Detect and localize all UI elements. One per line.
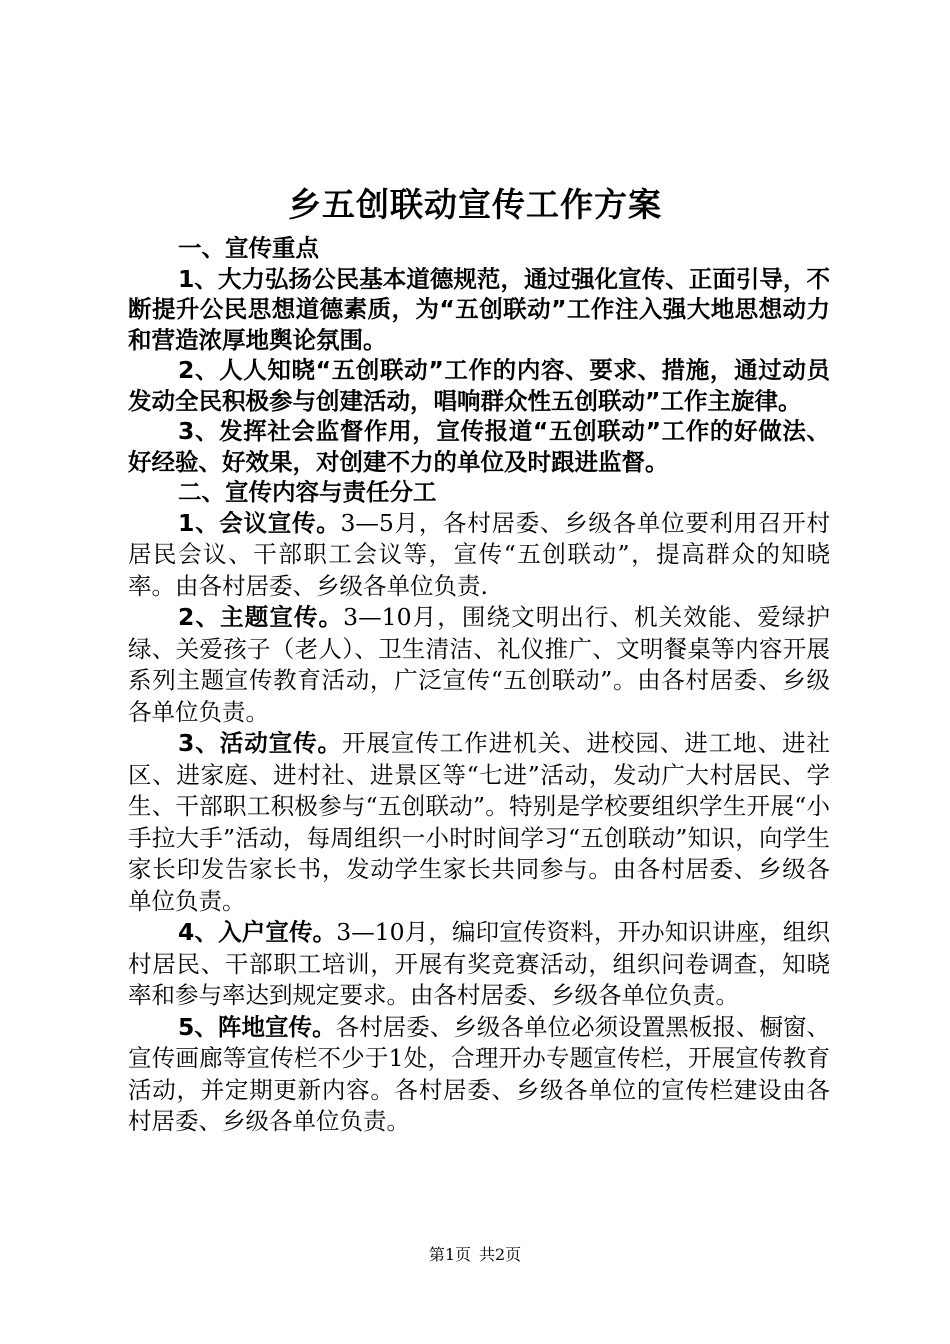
duty-item-5 bbox=[128, 1012, 830, 1138]
section-heading-key-points: 一、宣传重点 bbox=[178, 234, 319, 262]
page-footer bbox=[0, 1244, 950, 1266]
duty-item-2 bbox=[128, 602, 830, 728]
duty-item-4-lead: 4、入户宣传。 bbox=[178, 918, 337, 946]
duty-item-2-lead: 2、主题宣传。 bbox=[178, 603, 344, 631]
duty-item-3-lead: 3、活动宣传。 bbox=[178, 729, 342, 757]
duty-item-5-text: 各村居委、乡级各单位必须设置黑板报、橱窗、宣传画廊等宣传栏不少于1处，合理开办专题宣传栏，开展宣传教育活动，并定期更新内容。各村居委、乡级各单位的宣传栏建设由各村居委、乡级各单位负责。 bbox=[128, 1012, 831, 1135]
document-title: 乡五创联动宣传工作方案 bbox=[288, 185, 662, 224]
key-point-2: 2、人人知晓“五创联动”工作的内容、要求、措施，通过动员发动全民积极参与创建活动，唱响群众性五创联动”工作主旋律。 bbox=[128, 356, 830, 415]
key-point-1: 1、大力弘扬公民基本道德规范，通过强化宣传、正面引导，不断提升公民思想道德素质，为“五创联动”工作注入强大地思想动力和营造浓厚地舆论氛围。 bbox=[128, 264, 830, 354]
page-number-total: 共2页 bbox=[479, 1245, 522, 1264]
duty-item-4-text: 3—10月，编印宣传资料，开办知识讲座，组织村居民、干部职工培训，开展有奖竞赛活动，组织问卷调查，知晓率和参与率达到规定要求。由各村居委、乡级各单位负责。 bbox=[128, 918, 830, 1009]
duty-item-3-text: 开展宣传工作进机关、进校园、进工地、进社区、进家庭、进村社、进景区等“七进”活动，发动广大村居民、学生、干部职工积极参与“五创联动”。特别是学校要组织学生开展“小手拉大手”活动，每周组织一小时时间学习“五创联动”知识，向学生家长印发告家长书，发动学生家长共同参与。由各村居委、乡级各单位负责。 bbox=[128, 729, 831, 915]
duty-item-5-lead: 5、阵地宣传。 bbox=[178, 1012, 336, 1041]
duty-item-3 bbox=[128, 728, 830, 917]
duty-item-1-lead: 1、会议宣传。 bbox=[178, 508, 341, 537]
page-number-current: 第1页 bbox=[428, 1245, 471, 1264]
duty-item-4 bbox=[128, 917, 830, 1012]
document-body bbox=[128, 233, 830, 1138]
duty-item-1 bbox=[128, 508, 830, 603]
duty-item-2-text: 3—10月，围绕文明出行、机关效能、爱绿护绿、关爱孩子（老人）、卫生清洁、礼仪推广、文明餐桌等内容开展系列主题宣传教育活动，广泛宣传“五创联动”。由各村居委、乡级各单位负责。 bbox=[128, 603, 830, 726]
duty-item-1-text: 3—5月，各村居委、乡级各单位要利用召开村居民会议、干部职工会议等，宣传“五创联动”，提高群众的知晓率。由各村居委、乡级各单位负责. bbox=[128, 508, 830, 600]
key-point-3: 3、发挥社会监督作用，宣传报道“五创联动”工作的好做法、好经验、好效果，对创建不力的单位及时跟进监督。 bbox=[128, 417, 830, 476]
section-heading-content-duties: 二、宣传内容与责任分工 bbox=[178, 478, 437, 506]
